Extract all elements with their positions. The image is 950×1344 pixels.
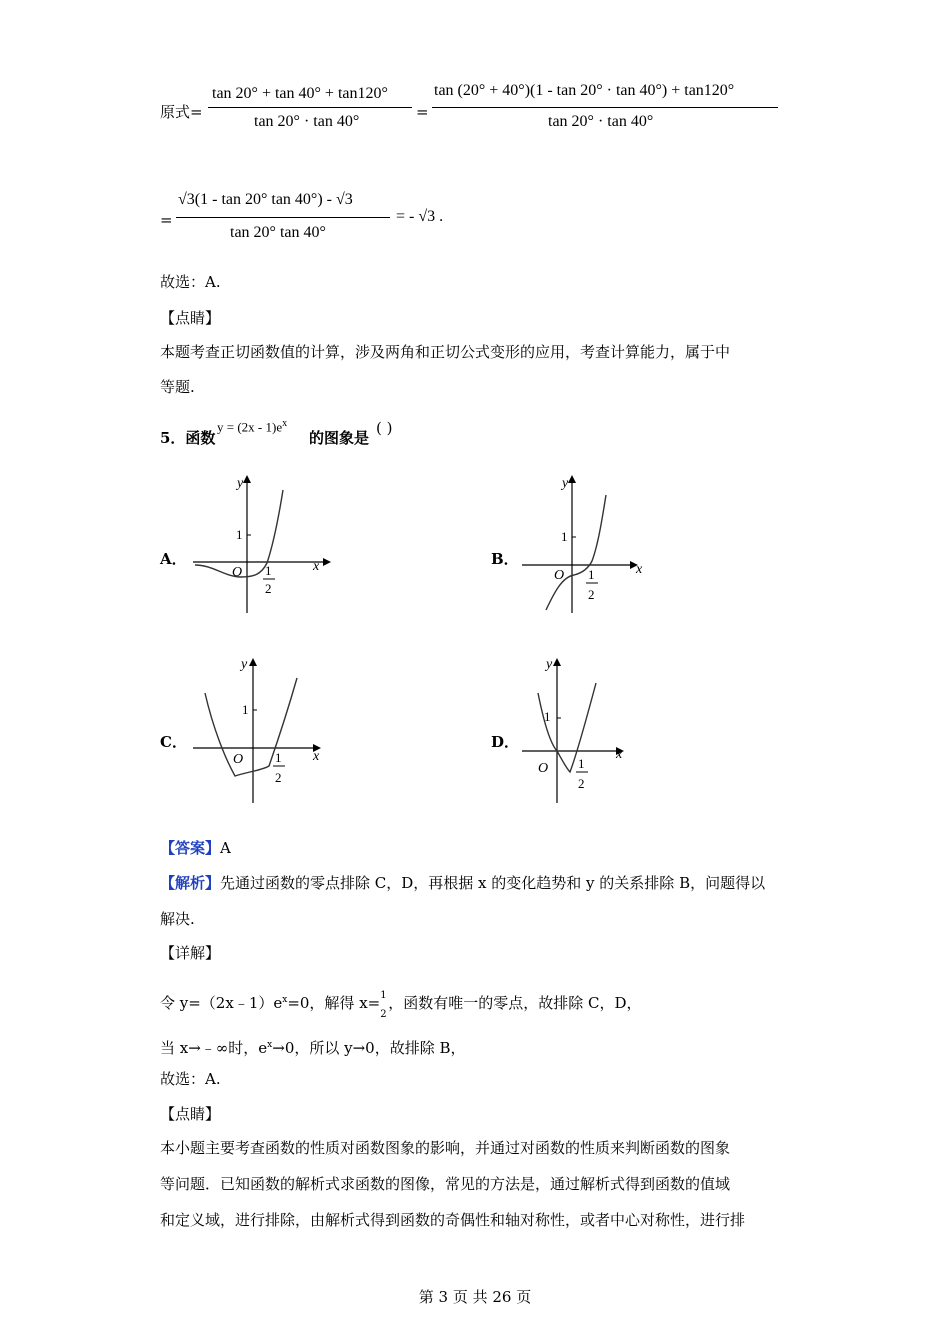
detail-line: 故选：A. — [160, 1070, 221, 1088]
axis-y-label: y — [562, 476, 569, 491]
option-label-c: C． — [160, 733, 187, 751]
half-numerator: 1 — [588, 567, 595, 582]
equals-sign: = — [160, 211, 173, 229]
answer-line — [160, 838, 231, 858]
equals-sign: = — [416, 103, 429, 121]
comment-heading: 【点睛】 — [160, 309, 221, 327]
tick-one-label: 1 — [236, 527, 243, 542]
tick-one-label: 1 — [544, 709, 551, 724]
half-numerator: 1 — [265, 563, 272, 578]
detail-line: 当 x→﹣∞时，$e^x\to 0$，所以 y→0，故排除 B， — [160, 1039, 466, 1057]
axis-x-label: x — [636, 562, 643, 577]
formula1-denominator-2: tan 20° · tan 40° — [548, 113, 654, 130]
choice-line: 故选：A. — [160, 273, 221, 291]
half-denominator: 2 — [275, 770, 282, 785]
axis-y-label: y — [237, 476, 244, 491]
axis-y-label: y — [241, 657, 248, 672]
origin-label: O — [538, 761, 549, 776]
half-numerator: 1 — [578, 756, 585, 771]
fraction-bar — [176, 217, 390, 218]
question-formula: $y = (2x - 1)e^x$ — [217, 418, 288, 435]
tick-one-label: 1 — [242, 702, 249, 717]
comment-line: 和定义域，进行排除，由解析式得到函数的奇偶性和轴对称性，或者中心对称性，进行排 — [160, 1211, 746, 1229]
axis-x-label: x — [313, 559, 320, 574]
origin-label: O — [233, 752, 244, 767]
option-label-d: D． — [491, 733, 520, 751]
origin-label: O — [232, 565, 243, 580]
tick-one-label: 1 — [561, 529, 568, 544]
question-suffix: 的图象是 — [309, 429, 370, 447]
graph-d — [510, 648, 660, 808]
formula1-denominator-1: tan 20° · tan 40° — [254, 113, 360, 130]
formula2-numerator: √3(1 - tan 20° tan 40°) - √3 — [178, 191, 353, 208]
comment-line: 等问题．已知函数的解析式求函数的图像，常见的方法是，通过解析式得到函数的值域 — [160, 1175, 731, 1193]
axis-x-label: x — [616, 747, 623, 762]
half-denominator: 2 — [588, 587, 595, 602]
formula1-numerator-1: tan 20° + tan 40° + tan120° — [212, 85, 388, 102]
detail-line: 令 $y=(2x﹣1)e^x=0$，解得 x= 1 2 ，函数有唯一的零点，故排除 C，D， — [160, 990, 642, 1020]
option-label-a: A． — [160, 550, 187, 568]
analysis-line: 【解析】先通过函数的零点排除 C，D，再根据 x 的变化趋势和 y 的关系排除 B，问题得以 — [160, 874, 766, 892]
axis-x-label: x — [313, 749, 320, 764]
half-denominator: 2 — [578, 776, 585, 791]
comment-line: 本小题主要考查函数的性质对函数图象的影响，并通过对函数的性质来判断函数的图象 — [160, 1139, 731, 1157]
answer-value: A — [220, 839, 231, 857]
fraction-bar — [208, 107, 412, 108]
page-footer: 第 3 页 共 26 页 — [418, 1288, 532, 1306]
graph-a — [185, 465, 335, 615]
answer-label: 【答案】 — [160, 839, 221, 857]
graph-b — [510, 465, 660, 615]
formula1-numerator-2: tan (20° + 40°)(1 - tan 20° · tan 40°) + tan120° — [434, 82, 735, 99]
detail-heading: 【详解】 — [160, 944, 221, 962]
option-label-b: B． — [491, 550, 519, 568]
formula2-denominator: tan 20° tan 40° — [230, 224, 326, 241]
question-number: 5．函数 — [160, 429, 216, 447]
analysis-label: 【解析】 — [160, 874, 221, 892]
analysis-line: 解决. — [160, 910, 195, 928]
answer-paren: ( ) — [376, 419, 393, 437]
fraction-bar — [432, 107, 778, 108]
comment-heading: 【点睛】 — [160, 1105, 221, 1123]
formula-prefix: 原式= — [160, 103, 203, 121]
comment-line: 等题. — [160, 378, 195, 396]
graph-c — [185, 648, 335, 808]
half-numerator: 1 — [275, 750, 282, 765]
comment-line: 本题考查正切函数值的计算，涉及两角和正切公式变形的应用，考查计算能力，属于中 — [160, 343, 731, 361]
origin-label: O — [554, 568, 565, 583]
formula2-result: = - √3 . — [396, 208, 444, 225]
axis-y-label: y — [546, 657, 553, 672]
half-denominator: 2 — [265, 581, 272, 596]
